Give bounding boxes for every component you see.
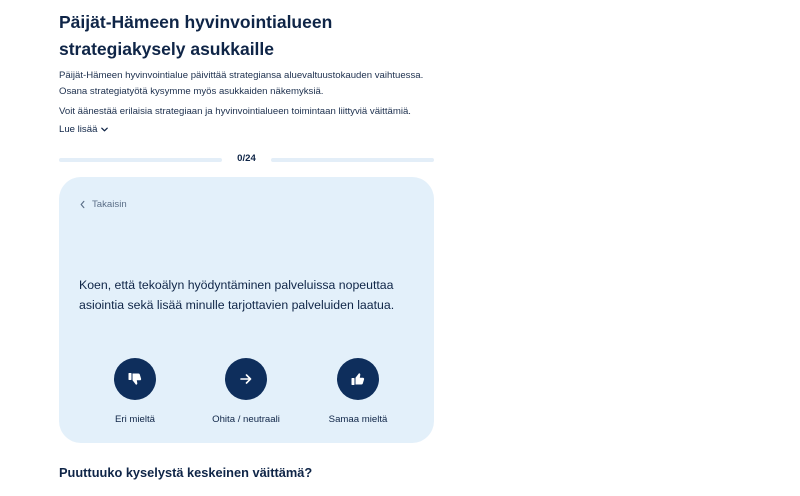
disagree-label: Eri mieltä (115, 414, 155, 425)
progress-track-right (271, 158, 434, 162)
chevron-left-icon (79, 200, 86, 209)
progress-count: 0/24 (237, 153, 256, 164)
intro-paragraph-2: Voit äänestää erilaisia strategiaan ja hyvinvointialueen toimintaan liittyviä väittämiä. (59, 106, 411, 117)
question-statement: Koen, että tekoälyn hyödyntäminen palveluissa nopeuttaa asiointia sekä lisää minulle tarjottavien palveluiden laatua. (79, 278, 395, 312)
page-title: Päijät-Hämeen hyvinvointialueen strategiakysely asukkaille (59, 12, 333, 59)
disagree-button[interactable] (80, 358, 190, 425)
disagree-circle[interactable] (114, 358, 156, 400)
skip-neutral-label: Ohita / neutraali (212, 414, 280, 425)
agree-label: Samaa mieltä (328, 414, 388, 425)
intro-text (59, 68, 439, 120)
question-card (59, 177, 434, 443)
read-more-label: Lue lisää (59, 124, 98, 135)
progress-indicator (59, 152, 434, 166)
progress-track-left (59, 158, 222, 162)
back-label: Takaisin (92, 199, 127, 210)
back-button[interactable] (79, 199, 127, 210)
chevron-down-icon (100, 125, 109, 134)
agree-button[interactable] (303, 358, 413, 425)
intro-paragraph-1: Päijät-Hämeen hyvinvointialue päivittää strategiansa aluevaltuustokauden vaihtuessa. Osana strategiatyötä kysymme myös asukkaiden näkemyksiä. (59, 70, 424, 97)
thumbs-down-icon (127, 371, 143, 387)
skip-neutral-circle[interactable] (225, 358, 267, 400)
agree-circle[interactable] (337, 358, 379, 400)
missing-statement-heading: Puuttuuko kyselystä keskeinen väittämä? (59, 465, 313, 480)
thumbs-up-icon (350, 371, 366, 387)
arrow-right-icon (238, 371, 254, 387)
read-more-toggle[interactable] (59, 124, 109, 135)
skip-neutral-button[interactable] (191, 358, 301, 425)
